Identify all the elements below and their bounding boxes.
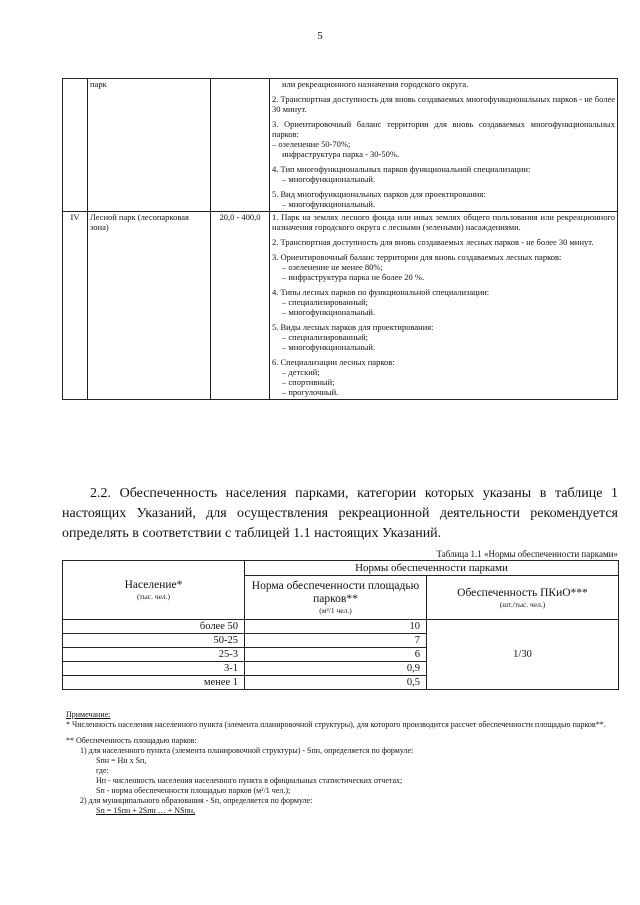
population-cell: 3-1 bbox=[63, 662, 245, 676]
row-number bbox=[63, 79, 88, 212]
norm-header: Норма обеспеченности площадью парков** (м²/1 чел.) bbox=[245, 576, 427, 620]
notes-heading: Примечание: bbox=[66, 710, 111, 719]
park-description bbox=[270, 79, 618, 212]
pkio-value: 1/30 bbox=[427, 620, 619, 690]
description-block: 6. Специализации лесных парков: – детский; – спортивный; – прогулочный. bbox=[272, 357, 395, 397]
notes-section bbox=[66, 710, 614, 816]
park-types-table bbox=[62, 78, 618, 400]
note-item: Нп - численность населения населенного пункта в официальных статистических отчетах; bbox=[96, 776, 403, 785]
note-area: ** Обеспеченность площадью парков: bbox=[66, 736, 197, 745]
description-block: 3. Ориентировочный баланс территории для вновь создаваемых лесных парков: – озеленение не менее 80%; – инфраструктура парка не более 20 %. bbox=[272, 252, 562, 282]
park-area bbox=[211, 79, 270, 212]
table-row bbox=[63, 212, 618, 400]
population-cell: менее 1 bbox=[63, 676, 245, 690]
table-caption: Таблица 1.1 «Нормы обеспеченности парками» bbox=[436, 549, 618, 559]
park-description bbox=[270, 212, 618, 400]
population-cell: более 50 bbox=[63, 620, 245, 634]
park-type-name: Лесной парк (лесопарковая зона) bbox=[88, 212, 211, 400]
table-row bbox=[63, 620, 619, 634]
norm-cell: 6 bbox=[245, 648, 427, 662]
norm-cell: 0,9 bbox=[245, 662, 427, 676]
population-cell: 50-25 bbox=[63, 634, 245, 648]
norms-table bbox=[62, 560, 619, 690]
paragraph-2-2: 2.2. Обеспеченность населения парками, категории которых указаны в таблице 1 настоящих Указаний, для осуществления рекреационной деятельности рекомендуется определять в соответствии с таблицей 1.1 настоящих Указаний. bbox=[62, 486, 618, 541]
table-row bbox=[63, 79, 618, 212]
description-block: 4. Тип многофункциональных парков функциональной специализации: – многофункциональный. bbox=[272, 164, 531, 184]
norm-cell: 10 bbox=[245, 620, 427, 634]
note-item: 2) для муниципального образования - Sп, определяется по формуле: bbox=[80, 796, 313, 805]
description-block: 5. Виды лесных парков для проектирования: – специализированный; – многофункциональный. bbox=[272, 322, 434, 352]
park-area: 20,0 - 400,0 bbox=[211, 212, 270, 400]
description-block: 3. Ориентировочный баланс территории для вновь создаваемых многофункциональных парков: – озеленение 50-70%; инфраструктура парка - 30-50%. bbox=[272, 119, 615, 159]
description-block: 1. Парк на землях лесного фонда или иных землях общего пользования или рекреационного назначения городского округа с лесными (зелеными) насаждениями. bbox=[272, 212, 615, 232]
formula: Sп = 1Sпн + 2Sпн … + NSпн, bbox=[96, 806, 196, 815]
formula: Sпн = Нн x Sп, bbox=[96, 756, 147, 765]
population-header: Население* (тыс. чел.) bbox=[63, 561, 245, 620]
park-type-name: парк bbox=[88, 79, 211, 212]
norm-cell: 0,5 bbox=[245, 676, 427, 690]
description-block: 4. Типы лесных парков по функциональной специализации: – специализированный; – многофункциональный. bbox=[272, 287, 490, 317]
note-item: Sп - норма обеспеченности площадью парков (м²/1 чел.); bbox=[96, 786, 291, 795]
note-item: где: bbox=[96, 766, 109, 775]
description-block: 2. Транспортная доступность для вновь создаваемых многофункциональных парков - не более 30 минут. bbox=[272, 94, 615, 114]
page-number: 5 bbox=[317, 30, 323, 42]
note-item: 1) для населенного пункта (элемента планировочной структуры) - Sпн, определяется по формуле: bbox=[80, 746, 414, 755]
norm-cell: 7 bbox=[245, 634, 427, 648]
description-block: 2. Транспортная доступность для вновь создаваемых лесных парков - не более 30 минут. bbox=[272, 237, 594, 247]
description-block: или рекреационного назначения городского округа. bbox=[282, 79, 469, 89]
row-number: IV bbox=[63, 212, 88, 400]
population-cell: 25-3 bbox=[63, 648, 245, 662]
norms-header: Нормы обеспеченности парками bbox=[245, 561, 619, 576]
pkio-header: Обеспеченность ПКиО*** (шт./тыс. чел.) bbox=[427, 576, 619, 620]
description-block: 5. Вид многофункциональных парков для проектирования: – многофункциональный. bbox=[272, 189, 486, 209]
note-population: * Численность населения населенного пункта (элемента планировочной структуры), для которого производится рассчет обеспеченности площадью парков**. bbox=[66, 720, 606, 729]
